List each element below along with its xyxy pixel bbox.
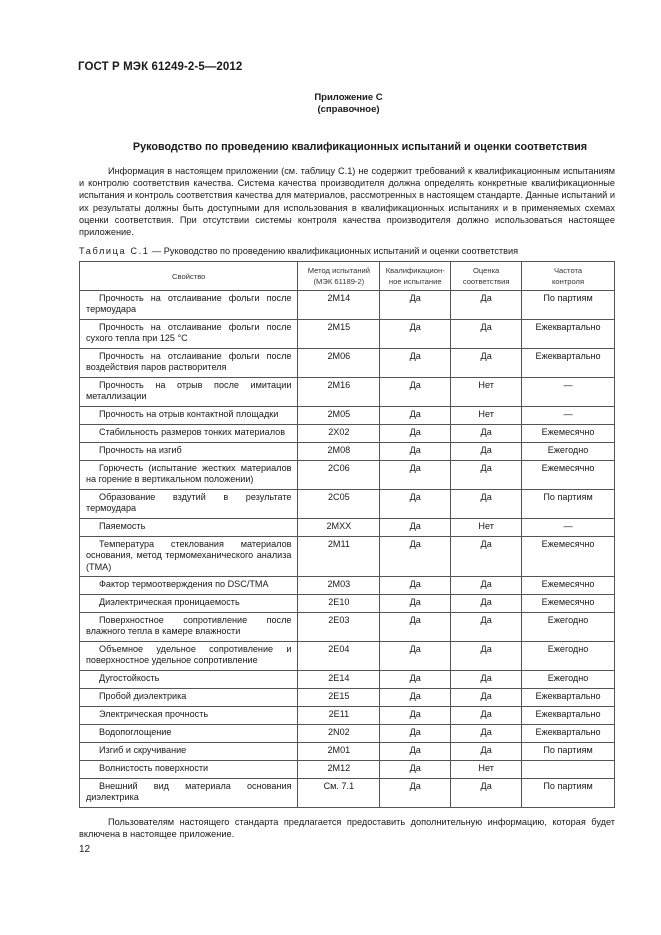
- cell-method: 2M12: [298, 761, 380, 779]
- cell-frequency: Ежегодно: [522, 671, 615, 689]
- cell-conformity: Да: [451, 689, 522, 707]
- cell-conformity: Да: [451, 671, 522, 689]
- cell-conformity: Да: [451, 642, 522, 671]
- footer-note: Пользователям настоящего стандарта предлагается предоставить дополнительную информацию, которая будет включена в настоящее приложение.: [79, 817, 615, 840]
- table-header-row: [80, 262, 615, 291]
- qualification-table: [79, 261, 615, 808]
- cell-property: Дугостойкость: [80, 671, 298, 689]
- cell-property: Паяемость: [80, 519, 298, 537]
- cell-method: 2E15: [298, 689, 380, 707]
- cell-method: 2M15: [298, 320, 380, 349]
- table-row: [80, 349, 615, 378]
- cell-method: 2M16: [298, 378, 380, 407]
- cell-qualification: Да: [380, 743, 451, 761]
- cell-qualification: Да: [380, 425, 451, 443]
- table-row: [80, 671, 615, 689]
- table-row: [80, 613, 615, 642]
- cell-method: 2M06: [298, 349, 380, 378]
- cell-conformity: Да: [451, 779, 522, 808]
- table-row: [80, 689, 615, 707]
- table-row: [80, 490, 615, 519]
- cell-method: 2C05: [298, 490, 380, 519]
- cell-frequency: По партиям: [522, 743, 615, 761]
- cell-qualification: Да: [380, 725, 451, 743]
- table-caption-text: — Руководство по проведению квалификационных испытаний и оценки соответствия: [149, 246, 519, 256]
- table-caption: [79, 246, 518, 256]
- table-caption-label: Таблица С.1: [79, 246, 150, 256]
- header-qualification: Квалификацион- ное испытание: [380, 262, 451, 291]
- cell-method: 2E10: [298, 595, 380, 613]
- cell-frequency: —: [522, 378, 615, 407]
- cell-method: 2C06: [298, 461, 380, 490]
- appendix-title: Приложение С: [314, 92, 383, 103]
- cell-property: Поверхностное сопротивление после влажного тепла в камере влажности: [80, 613, 298, 642]
- cell-qualification: Да: [380, 642, 451, 671]
- table-row: [80, 743, 615, 761]
- cell-method: 2E04: [298, 642, 380, 671]
- cell-conformity: Нет: [451, 378, 522, 407]
- cell-property: Фактор термоотверждения по DSC/TMA: [80, 577, 298, 595]
- cell-property: Прочность на отслаивание фольги после сухого тепла при 125 °С: [80, 320, 298, 349]
- cell-method: 2M03: [298, 577, 380, 595]
- cell-conformity: Да: [451, 291, 522, 320]
- cell-frequency: Ежемесячно: [522, 537, 615, 577]
- cell-frequency: Ежеквартально: [522, 320, 615, 349]
- table-row: [80, 291, 615, 320]
- cell-frequency: Ежеквартально: [522, 689, 615, 707]
- cell-conformity: Да: [451, 595, 522, 613]
- table-row: [80, 707, 615, 725]
- cell-property: Водопоглощение: [80, 725, 298, 743]
- cell-qualification: Да: [380, 461, 451, 490]
- cell-conformity: Да: [451, 537, 522, 577]
- cell-method: 2M05: [298, 407, 380, 425]
- cell-method: 2N02: [298, 725, 380, 743]
- cell-property: Стабильность размеров тонких материалов: [80, 425, 298, 443]
- header-frequency: Частота контроля: [522, 262, 615, 291]
- cell-frequency: Ежеквартально: [522, 707, 615, 725]
- cell-property: Прочность на отслаивание фольги после воздействия паров растворителя: [80, 349, 298, 378]
- cell-conformity: Да: [451, 320, 522, 349]
- cell-frequency: Ежегодно: [522, 443, 615, 461]
- cell-frequency: Ежемесячно: [522, 595, 615, 613]
- table-row: [80, 537, 615, 577]
- cell-qualification: Да: [380, 490, 451, 519]
- cell-frequency: Ежегодно: [522, 642, 615, 671]
- cell-qualification: Да: [380, 577, 451, 595]
- cell-property: Прочность на изгиб: [80, 443, 298, 461]
- cell-method: 2E11: [298, 707, 380, 725]
- table-row: [80, 407, 615, 425]
- cell-conformity: Да: [451, 443, 522, 461]
- cell-frequency: Ежемесячно: [522, 461, 615, 490]
- cell-qualification: Да: [380, 291, 451, 320]
- cell-qualification: Да: [380, 320, 451, 349]
- cell-frequency: —: [522, 519, 615, 537]
- table-row: [80, 779, 615, 808]
- cell-method: 2M01: [298, 743, 380, 761]
- cell-method: 2M11: [298, 537, 380, 577]
- cell-method: 2E14: [298, 671, 380, 689]
- cell-conformity: Нет: [451, 407, 522, 425]
- cell-frequency: —: [522, 407, 615, 425]
- table-row: [80, 577, 615, 595]
- cell-qualification: Да: [380, 349, 451, 378]
- cell-method: 2E03: [298, 613, 380, 642]
- table-row: [80, 320, 615, 349]
- cell-property: Прочность на отслаивание фольги после термоудара: [80, 291, 298, 320]
- cell-method: 2M14: [298, 291, 380, 320]
- cell-conformity: Нет: [451, 761, 522, 779]
- appendix-type: (справочное): [317, 104, 380, 115]
- cell-method: 2MXX: [298, 519, 380, 537]
- cell-property: Диэлектрическая проницаемость: [80, 595, 298, 613]
- table-row: [80, 378, 615, 407]
- cell-qualification: Да: [380, 671, 451, 689]
- cell-frequency: Ежеквартально: [522, 349, 615, 378]
- table-row: [80, 595, 615, 613]
- cell-frequency: [522, 761, 615, 779]
- cell-qualification: Да: [380, 537, 451, 577]
- cell-conformity: Да: [451, 743, 522, 761]
- cell-qualification: Да: [380, 761, 451, 779]
- header-conformity: Оценка соответствия: [451, 262, 522, 291]
- cell-qualification: Да: [380, 707, 451, 725]
- cell-conformity: Да: [451, 425, 522, 443]
- cell-qualification: Да: [380, 595, 451, 613]
- cell-qualification: Да: [380, 443, 451, 461]
- cell-property: Изгиб и скручивание: [80, 743, 298, 761]
- cell-frequency: Ежегодно: [522, 613, 615, 642]
- cell-method: 2X02: [298, 425, 380, 443]
- cell-property: Прочность на отрыв после имитации металлизации: [80, 378, 298, 407]
- cell-method: 2M08: [298, 443, 380, 461]
- cell-qualification: Да: [380, 779, 451, 808]
- cell-property: Внешний вид материала основания диэлектрика: [80, 779, 298, 808]
- page-number: 12: [79, 844, 91, 855]
- cell-property: Волнистость поверхности: [80, 761, 298, 779]
- cell-qualification: Да: [380, 613, 451, 642]
- cell-conformity: Да: [451, 349, 522, 378]
- table-row: [80, 761, 615, 779]
- cell-property: Пробой диэлектрика: [80, 689, 298, 707]
- cell-frequency: По партиям: [522, 291, 615, 320]
- cell-method: См. 7.1: [298, 779, 380, 808]
- header-property: Свойство: [80, 262, 298, 291]
- table-row: [80, 425, 615, 443]
- cell-property: Прочность на отрыв контактной площадки: [80, 407, 298, 425]
- cell-conformity: Нет: [451, 519, 522, 537]
- cell-frequency: По партиям: [522, 490, 615, 519]
- table-row: [80, 725, 615, 743]
- cell-property: Электрическая прочность: [80, 707, 298, 725]
- cell-conformity: Да: [451, 461, 522, 490]
- cell-conformity: Да: [451, 490, 522, 519]
- table-row: [80, 642, 615, 671]
- table-row: [80, 443, 615, 461]
- main-title: Руководство по проведению квалификационных испытаний и оценки соответствия: [132, 141, 588, 153]
- cell-qualification: Да: [380, 689, 451, 707]
- appendix-heading: [0, 92, 661, 116]
- cell-conformity: Да: [451, 725, 522, 743]
- cell-conformity: Да: [451, 613, 522, 642]
- cell-frequency: Ежемесячно: [522, 577, 615, 595]
- cell-property: Объемное удельное сопротивление и поверхностное удельное сопротивление: [80, 642, 298, 671]
- header-method: Метод испытаний (МЭК 61189-2): [298, 262, 380, 291]
- intro-paragraph: Информация в настоящем приложении (см. таблицу С.1) не содержит требований к квалификационным испытаниям и контролю соответствия качества. Система качества производителя должна определять конкретные квалификационные испытания и контроль соответствия качества для материалов, рассмотренных в настоящем стандарте. Данные испытаний и их результаты должны быть доступными для использования в квалификационных испытаниях и в применяемых схемах оценки соответствия. При отсутствии системы контроля качества производителя должно использоваться настоящее приложение.: [79, 166, 615, 238]
- table-row: [80, 519, 615, 537]
- cell-property: Температура стеклования материалов основания, метод термомеханического анализа (ТМА): [80, 537, 298, 577]
- cell-property: Горючесть (испытание жестких материалов на горение в вертикальном положении): [80, 461, 298, 490]
- cell-frequency: Ежемесячно: [522, 425, 615, 443]
- cell-conformity: Да: [451, 577, 522, 595]
- cell-qualification: Да: [380, 378, 451, 407]
- cell-qualification: Да: [380, 407, 451, 425]
- cell-property: Образование вздутий в результате термоудара: [80, 490, 298, 519]
- cell-qualification: Да: [380, 519, 451, 537]
- cell-conformity: Да: [451, 707, 522, 725]
- cell-frequency: По партиям: [522, 779, 615, 808]
- table-row: [80, 461, 615, 490]
- document-header: ГОСТ Р МЭК 61249-2-5—2012: [78, 61, 243, 73]
- cell-frequency: Ежеквартально: [522, 725, 615, 743]
